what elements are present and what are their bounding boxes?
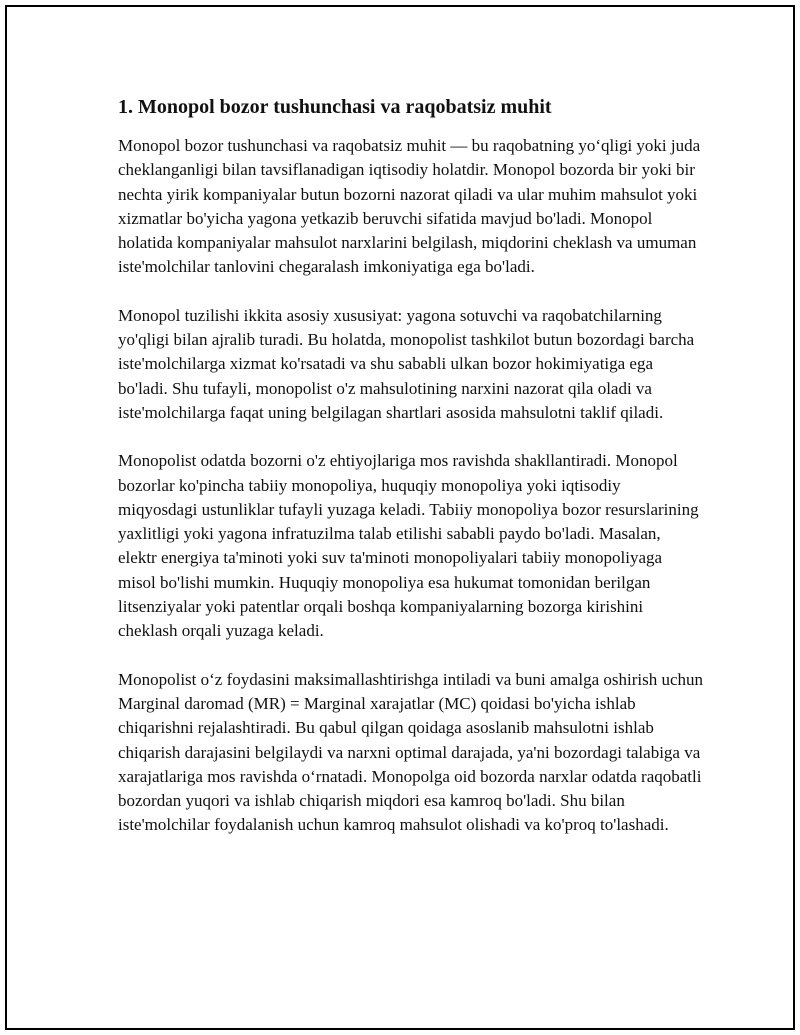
paragraph-3: Monopolist odatda bozorni o'z ehtiyojlariga mos ravishda shakllantiradi. Monopol bozorlar ko'pincha tabiiy monopoliya, huquqiy monopoliya yoki iqtisodiy miqyosdagi ustunliklar tufayli yuzaga keladi. Tabiiy monopoliya bozor resurslarining yaxlitligi yoki yagona infratuzilma talab etilishi sababli paydo bo'ladi. Masalan, elektr energiya ta'minoti yoki suv ta'minoti monopoliyalari tabiiy monopoliyaga misol bo'lishi mumkin. Huquqiy monopoliya esa hukumat tomonidan berilgan litsenziyalar yoki patentlar orqali boshqa kompaniyalarning bozorga kirishini cheklash orqali yuzaga keladi. xyxy=(118,451,699,641)
paragraph-2: Monopol tuzilishi ikkita asosiy xususiyat: yagona sotuvchi va raqobatchilarning yo'qligi bilan ajralib turadi. Bu holatda, monopolist tashkilot butun bozordagi barcha iste'molchilarga xizmat ko'rsatadi va shu sababli ulkan bozor hokimiyatiga ega bo'ladi. Shu tufayli, monopolist o'z mahsulotining narxini nazorat qila oladi va iste'molchilarga faqat uning belgilagan shartlari asosida mahsulotni taklif qiladi. xyxy=(118,305,695,422)
document-body xyxy=(118,94,703,862)
paragraph-1: Monopol bozor tushunchasi va raqobatsiz muhit — bu raqobatning yo‘qligi yoki juda cheklanganligi bilan tavsiflanadigan iqtisodiy holatdir. Monopol bozorda bir yoki bir nechta yirik kompaniyalar butun bozorni nazorat qiladi va ular muhim mahsulot yoki xizmatlar bo'yicha yagona yetkazib beruvchi sifatida mavjud bo'ladi. Monopol holatida kompaniyalar mahsulot narxlarini belgilash, miqdorini cheklash va umuman iste'molchilar tanlovini chegaralash imkoniyatiga ega bo'ladi. xyxy=(118,136,701,277)
paragraph-4: Monopolist o‘z foydasini maksimallashtirishga intiladi va buni amalga oshirish uchun Marginal daromad (MR) = Marginal xarajatlar (MC) qoidasi bo'yicha ishlab chiqarishni rejalashtiradi. Bu qabul qilgan qoidaga asoslanib mahsulotni ishlab chiqarish darajasini belgilaydi va narxni optimal darajada, ya'ni bozordagi talabiga va xarajatlariga mos ravishda o‘rnatadi. Monopolga oid bozorda narxlar odatda raqobatli bozordan yuqori va ishlab chiqarish miqdori esa kamroq bo'ladi. Shu bilan iste'molchilar foydalanish uchun kamroq mahsulot olishadi va ko'proq to'lashadi. xyxy=(118,669,703,835)
section-heading: 1. Monopol bozor tushunchasi va raqobatsiz muhit xyxy=(118,96,552,118)
